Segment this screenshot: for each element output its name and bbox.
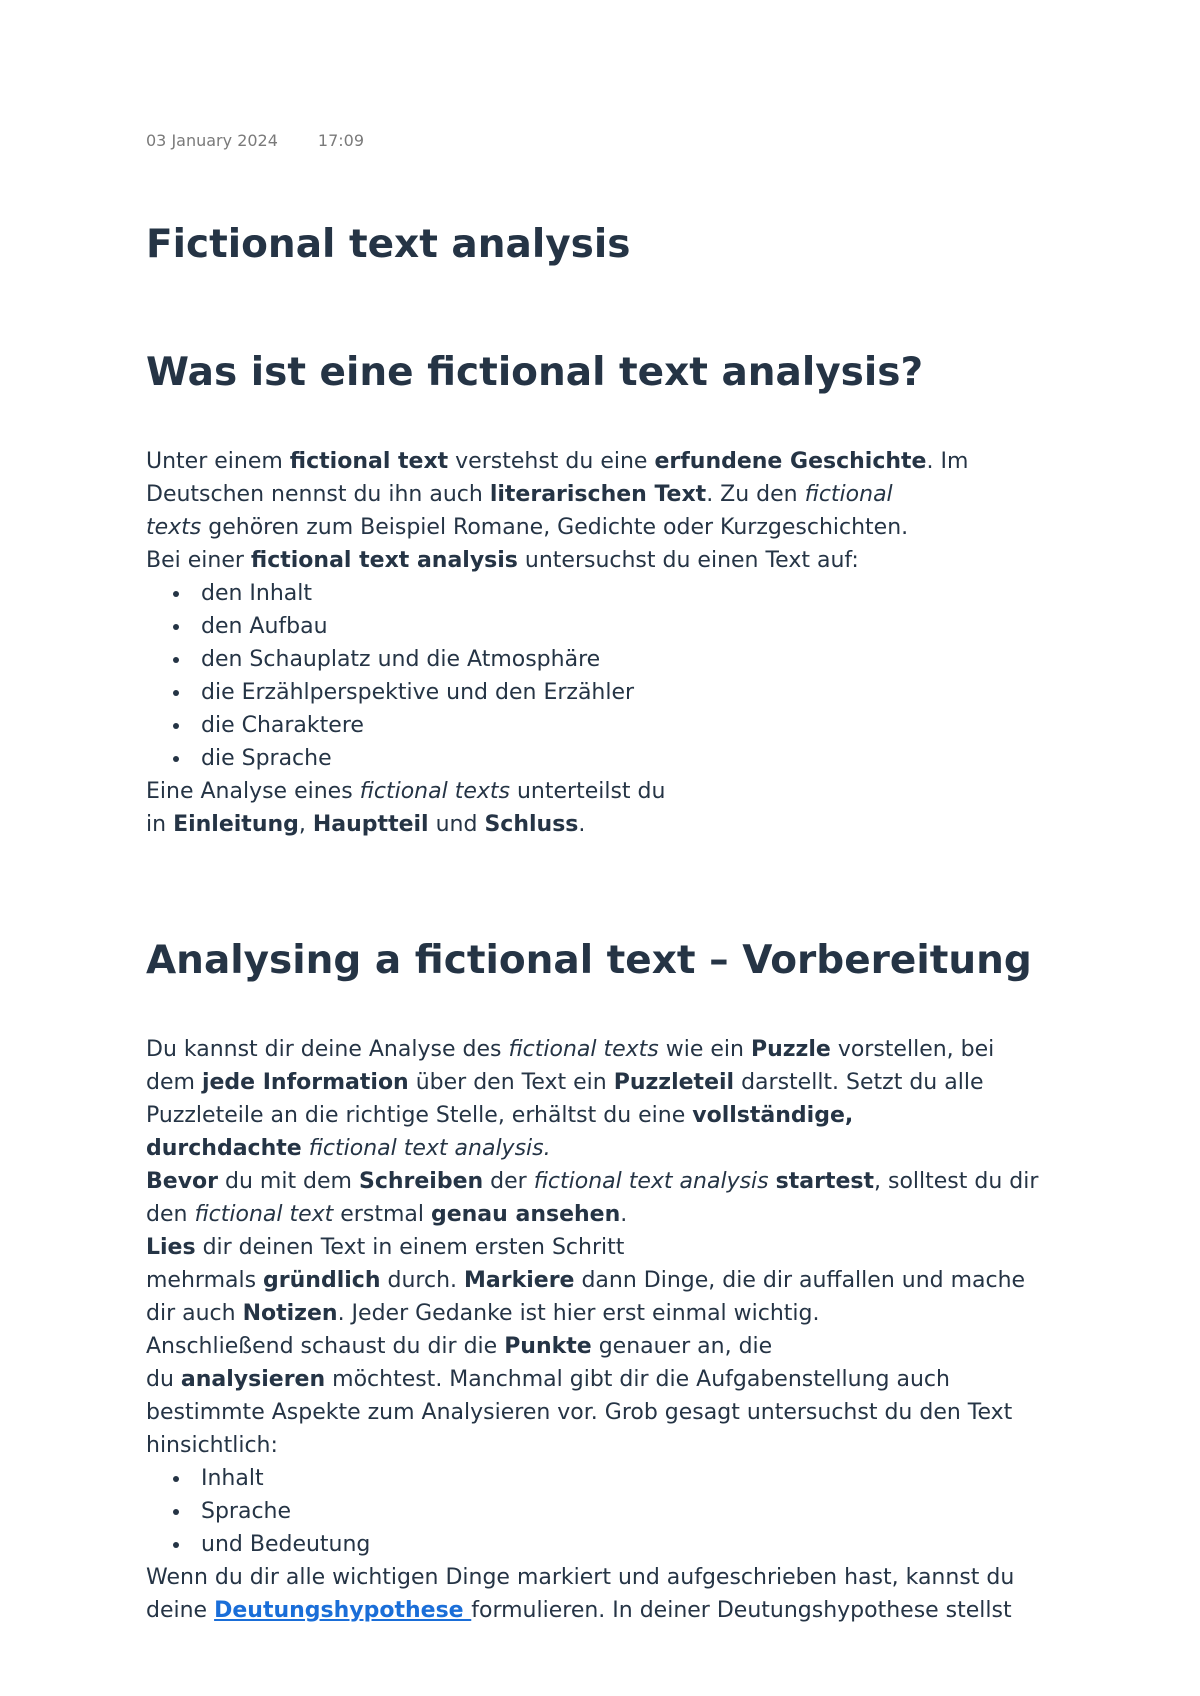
list-item: den Aufbau <box>146 610 1066 643</box>
paragraph-line: bestimmte Aspekte zum Analysieren vor. Grob gesagt untersuchst du den Text <box>146 1400 1013 1425</box>
section-body-2 <box>146 1033 1066 1627</box>
note-metadata <box>146 131 364 150</box>
paragraph-line: mehrmals gründlich durch. Markiere dann Dinge, die dir auffallen und mache <box>146 1268 1026 1293</box>
paragraph-line: Unter einem fictional text verstehst du eine erfundene Geschichte. Im <box>146 449 969 474</box>
list-item: Sprache <box>146 1495 1066 1528</box>
paragraph-line: dem jede Information über den Text ein Puzzleteil darstellt. Setzt du alle <box>146 1070 984 1095</box>
paragraph-line: Anschließend schaust du dir die Punkte genauer an, die <box>146 1334 773 1359</box>
section-body-1 <box>146 445 1066 841</box>
bullet-list-analysis-aspects <box>146 577 1066 775</box>
paragraph-line: deine Deutungshypothese formulieren. In deiner Deutungshypothese stellst <box>146 1598 1012 1623</box>
bullet-list-analysis-focus <box>146 1462 1066 1561</box>
paragraph-line: texts gehören zum Beispiel Romane, Gedichte oder Kurzgeschichten. <box>146 515 909 540</box>
paragraph-line: Bei einer fictional text analysis untersuchst du einen Text auf: <box>146 548 859 573</box>
list-item: die Erzählperspektive und den Erzähler <box>146 676 1066 709</box>
paragraph-line: Bevor du mit dem Schreiben der fictional text analysis startest, solltest du dir <box>146 1169 1039 1194</box>
list-item: die Charaktere <box>146 709 1066 742</box>
paragraph-line: in Einleitung, Hauptteil und Schluss. <box>146 812 586 837</box>
page-title: Fictional text analysis <box>146 222 631 267</box>
list-item: die Sprache <box>146 742 1066 775</box>
paragraph-line: Deutschen nennst du ihn auch literarischen Text. Zu den fictional <box>146 482 893 507</box>
paragraph-line: Wenn du dir alle wichtigen Dinge markiert und aufgeschrieben hast, kannst du <box>146 1565 1015 1590</box>
list-item: den Schauplatz und die Atmosphäre <box>146 643 1066 676</box>
paragraph-line: Puzzleteile an die richtige Stelle, erhältst du eine vollständige, <box>146 1103 854 1128</box>
paragraph-line: durchdachte fictional text analysis. <box>146 1136 551 1161</box>
paragraph-line: den fictional text erstmal genau ansehen. <box>146 1202 628 1227</box>
list-item: und Bedeutung <box>146 1528 1066 1561</box>
paragraph-line: hinsichtlich: <box>146 1433 278 1458</box>
list-item: Inhalt <box>146 1462 1066 1495</box>
section-heading-1: Was ist eine fictional text analysis? <box>146 350 924 395</box>
paragraph-line: du analysieren möchtest. Manchmal gibt dir die Aufgabenstellung auch <box>146 1367 950 1392</box>
paragraph-line: Du kannst dir deine Analyse des fictional texts wie ein Puzzle vorstellen, bei <box>146 1037 995 1062</box>
note-date: 03 January 2024 <box>146 131 278 150</box>
paragraph-line: Eine Analyse eines fictional texts unterteilst du <box>146 779 666 804</box>
section-heading-2: Analysing a fictional text – Vorbereitung <box>146 938 1032 983</box>
deutungshypothese-link[interactable]: Deutungshypothese <box>214 1598 472 1623</box>
list-item: den Inhalt <box>146 577 1066 610</box>
paragraph-line: dir auch Notizen. Jeder Gedanke ist hier erst einmal wichtig. <box>146 1301 820 1326</box>
note-time: 17:09 <box>317 131 365 150</box>
paragraph-line: Lies dir deinen Text in einem ersten Schritt <box>146 1235 625 1260</box>
